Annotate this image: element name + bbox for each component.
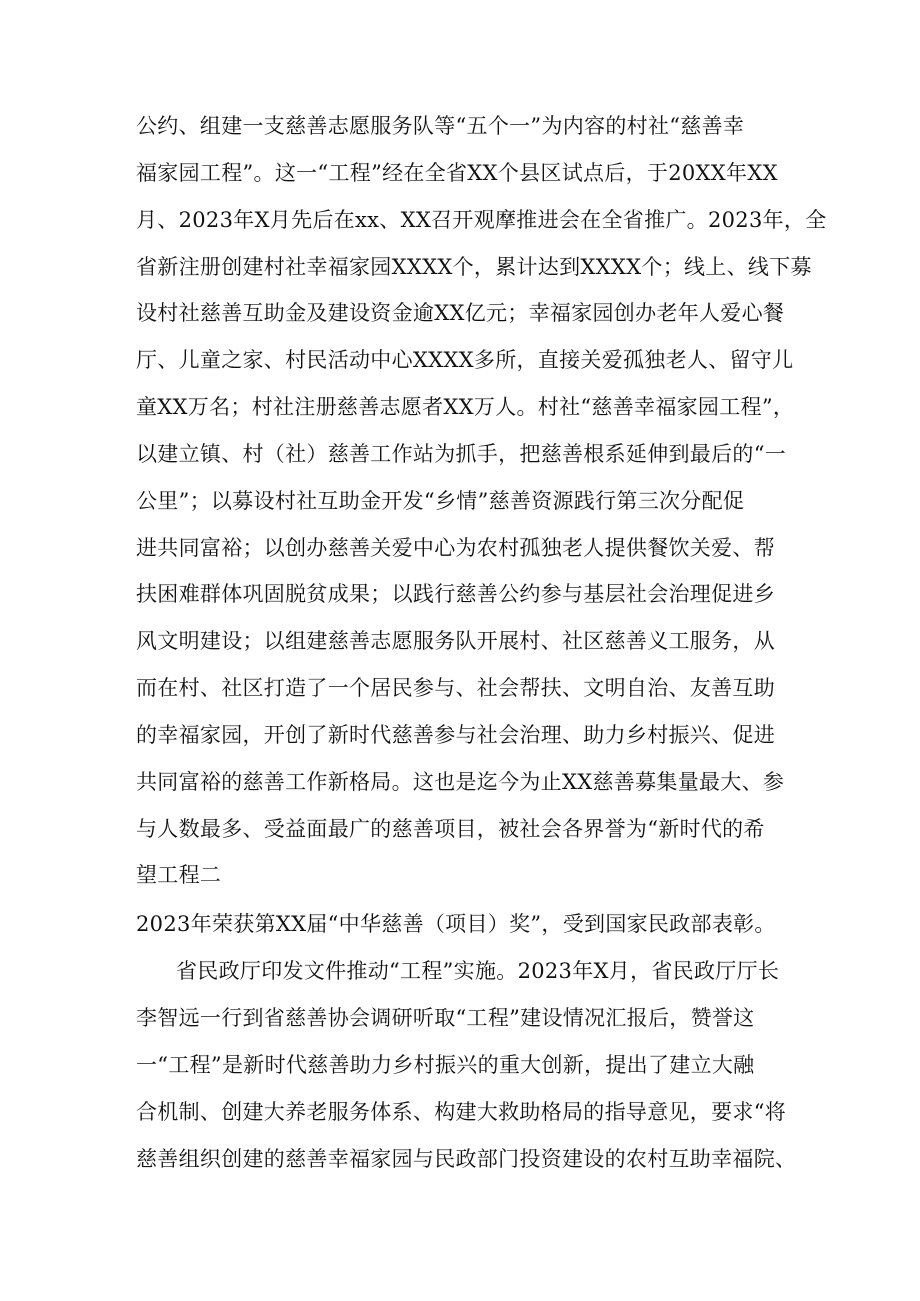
text-line: 而在村、社区打造了一个居民参与、社会帮扶、文明自治、友善互助 (136, 676, 775, 700)
text-line: 童XX万名；村社注册慈善志愿者XX万人。村社“慈善幸福家园工程”， (136, 395, 795, 419)
text-line: 扶困难群体巩固脱贫成果；以践行慈善公约参与基层社会治理促进乡 (136, 582, 775, 606)
text-line: 厅、儿童之家、村民活动中心XXXX多所，直接关爱孤独老人、留守儿 (136, 348, 794, 372)
text-line: 公里”；以募设村社互助金开发“乡情”慈善资源践行第三次分配促 (136, 489, 745, 513)
text-line: 慈善组织创建的慈善幸福家园与民政部门投资建设的农村互助幸福院、 (136, 1147, 797, 1171)
text-line: 省新注册创建村社幸福家园XXXX个，累计达到XXXX个；线上、线下募 (136, 255, 812, 279)
text-line: 共同富裕的慈善工作新格局。这也是迄今为止XX慈善募集量最大、参 (136, 770, 785, 794)
text-line: 的幸福家园，开创了新时代慈善参与社会治理、助力乡村振兴、促进 (136, 723, 775, 747)
paragraph-first-line: 省民政厅印发文件推动“工程”实施。2023年X月，省民政厅厅长 (176, 959, 780, 983)
text-line: 合机制、创建大养老服务体系、构建大救助格局的指导意见，要求“将 (136, 1100, 787, 1124)
text-line: 一“工程”是新时代慈善助力乡村振兴的重大创新，提出了建立大融 (136, 1053, 755, 1077)
text-line: 公约、组建一支慈善志愿服务队等“五个一”为内容的村社“慈善幸 (136, 114, 745, 138)
text-line: 与人数最多、受益面最广的慈善项目，被社会各界誉为“新时代的希 (136, 817, 765, 841)
text-line: 设村社慈善互助金及建设资金逾XX亿元；幸福家园创办老年人爱心餐 (136, 301, 785, 325)
text-line: 月、2023年X月先后在xx、XX召开观摩推进会在全省推广。2023年，全 (136, 208, 827, 232)
text-line: 福家园工程”。这一“工程”经在全省XX个县区试点后，于20XX年XX (136, 161, 778, 185)
text-line: 风文明建设；以组建慈善志愿服务队开展村、社区慈善义工服务，从 (136, 629, 775, 653)
text-line: 2023年荣获第XX届“中华慈善（项目）奖”，受到国家民政部表彰。 (136, 912, 776, 936)
text-line: 望工程二 (136, 863, 222, 887)
text-line: 进共同富裕；以创办慈善关爱中心为农村孤独老人提供餐饮关爱、帮 (136, 536, 775, 560)
text-line: 以建立镇、村（社）慈善工作站为抓手，把慈善根系延伸到最后的“一 (136, 442, 787, 466)
text-line: 李智远一行到省慈善协会调研听取“工程”建设情况汇报后，赞誉这 (136, 1006, 755, 1030)
